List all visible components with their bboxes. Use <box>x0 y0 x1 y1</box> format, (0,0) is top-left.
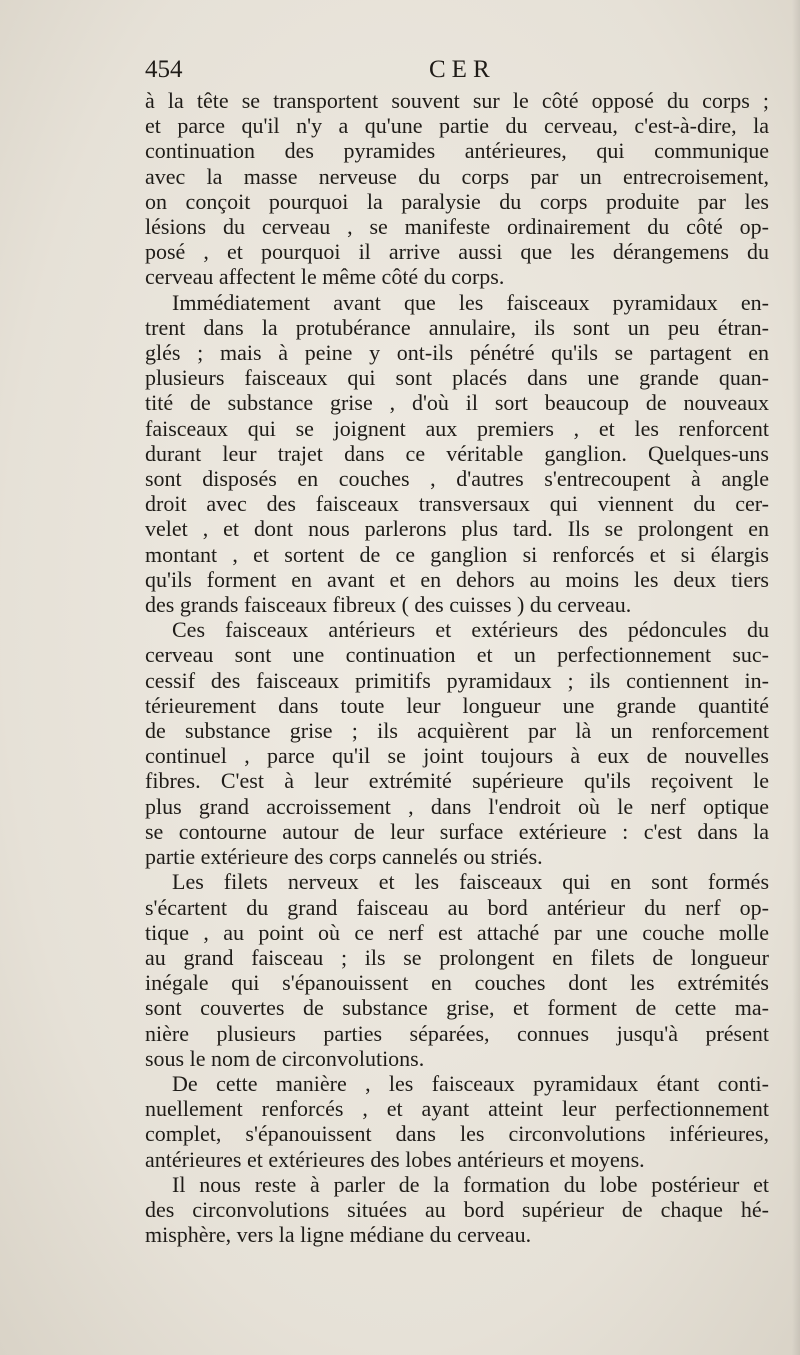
text-line: tique , au point où ce nerf est attaché par une couche molle <box>145 919 769 945</box>
text-line: qu'ils forment en avant et en dehors au moins les deux tiers <box>145 566 769 592</box>
text-line: cerveau affectent le même côté du corps. <box>145 264 505 290</box>
text-line: partie extérieure des corps cannelés ou striés. <box>145 844 543 870</box>
body-text <box>145 88 769 1247</box>
text-line: au grand faisceau ; ils se prolongent en filets de longueur <box>145 944 769 970</box>
text-line: avec la masse nerveuse du corps par un entrecroisement, <box>145 163 769 189</box>
text-line: posé , et pourquoi il arrive aussi que les dérangemens du <box>145 239 769 265</box>
text-line: des circonvolutions situées au bord supérieur de chaque hé- <box>145 1196 769 1222</box>
paragraph <box>145 1172 769 1248</box>
page-number: 454 <box>145 56 183 83</box>
text-line: continuel , parce qu'il se joint toujours à eux de nouvelles <box>145 743 769 769</box>
text-line: se contourne autour de leur surface extérieure : c'est dans la <box>145 818 769 844</box>
text-line: plus grand accroissement , dans l'endroit où le nerf optique <box>145 793 769 819</box>
paragraph <box>145 869 769 1071</box>
text-line: plusieurs faisceaux qui sont placés dans une grande quan- <box>145 365 769 391</box>
text-line: Les filets nerveux et les faisceaux qui en sont formés <box>172 869 769 895</box>
text-line: nuellement renforcés , et ayant atteint leur perfectionnement <box>145 1096 769 1122</box>
page-header <box>145 56 770 90</box>
text-line: des grands faisceaux fibreux ( des cuisses ) du cerveau. <box>145 592 632 618</box>
text-line: continuation des pyramides antérieures, qui communique <box>145 138 769 164</box>
paragraph <box>145 617 769 869</box>
text-line: et parce qu'il n'y a qu'une partie du cerveau, c'est-à-dire, la <box>145 113 769 139</box>
text-line: trent dans la protubérance annulaire, ils sont un peu étran- <box>145 314 769 340</box>
paragraph <box>145 1071 769 1172</box>
text-line: cessif des faisceaux primitifs pyramidaux ; ils contiennent in- <box>145 667 769 693</box>
text-line: nière plusieurs parties séparées, connues jusqu'à présent <box>145 1020 769 1046</box>
running-head: CER <box>429 56 496 83</box>
text-line: on conçoit pourquoi la paralysie du corps produite par les <box>145 188 769 214</box>
text-line: sous le nom de circonvolutions. <box>145 1045 425 1071</box>
text-line: Immédiatement avant que les faisceaux pyramidaux en- <box>172 289 769 315</box>
text-line: glés ; mais à peine y ont-ils pénétré qu'ils se partagent en <box>145 340 769 366</box>
paragraph <box>145 290 769 618</box>
text-line: complet, s'épanouissent dans les circonvolutions inférieures, <box>145 1121 769 1147</box>
text-line: Ces faisceaux antérieurs et extérieurs des pédoncules du <box>172 617 769 643</box>
text-line: montant , et sortent de ce ganglion si renforcés et si élargis <box>145 541 769 567</box>
text-line: antérieures et extérieures des lobes antérieurs et moyens. <box>145 1146 645 1172</box>
text-line: tité de substance grise , d'où il sort beaucoup de nouveaux <box>145 390 769 416</box>
text-line: inégale qui s'épanouissent en couches dont les extrémités <box>145 970 769 996</box>
page-edge-shadow <box>792 0 800 1355</box>
text-line: de substance grise ; ils acquièrent par là un renforcement <box>145 718 769 744</box>
text-line: s'écartent du grand faisceau au bord antérieur du nerf op- <box>145 894 769 920</box>
text-line: fibres. C'est à leur extrémité supérieure qu'ils reçoivent le <box>145 768 769 794</box>
text-line: De cette manière , les faisceaux pyramidaux étant conti- <box>172 1070 769 1096</box>
text-line: misphère, vers la ligne médiane du cerveau. <box>145 1222 532 1248</box>
text-line: durant leur trajet dans ce véritable ganglion. Quelques-uns <box>145 440 769 466</box>
text-line: droit avec des faisceaux transversaux qui viennent du cer- <box>145 491 769 517</box>
text-line: térieurement dans toute leur longueur une grande quantité <box>145 692 769 718</box>
text-line: sont disposés en couches , d'autres s'entrecoupent à angle <box>145 466 769 492</box>
text-line: cerveau sont une continuation et un perfectionnement suc- <box>145 642 769 668</box>
text-line: faisceaux qui se joignent aux premiers , et les renforcent <box>145 415 769 441</box>
text-line: lésions du cerveau , se manifeste ordinairement du côté op- <box>145 214 769 240</box>
paragraph <box>145 88 769 290</box>
text-line: à la tête se transportent souvent sur le côté opposé du corps ; <box>145 88 769 113</box>
text-line: velet , et dont nous parlerons plus tard. Ils se prolongent en <box>145 516 769 542</box>
text-line: sont couvertes de substance grise, et forment de cette ma- <box>145 995 769 1021</box>
text-line: Il nous reste à parler de la formation du lobe postérieur et <box>172 1171 769 1197</box>
